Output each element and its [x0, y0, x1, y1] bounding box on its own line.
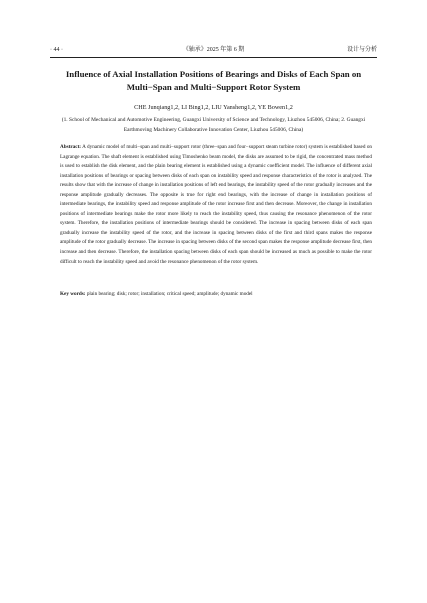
abstract — [60, 143, 372, 267]
header-rule — [50, 57, 377, 58]
abstract-label: Abstract: — [60, 144, 82, 150]
page-number: · 44 · — [50, 47, 63, 53]
author-list: CHE Junqiang1,2, LI Bing1,2, LIU Yansheng1,2, YE Bowen1,2 — [134, 104, 293, 111]
keywords — [60, 290, 372, 299]
journal-name: 《轴承》2025 年第 6 期 — [182, 47, 245, 53]
running-header — [50, 44, 377, 56]
keywords-label: Key words: — [60, 291, 86, 297]
section-name: 设计与分析 — [346, 47, 377, 53]
abstract-text: A dynamic model of multi−span and multi−support rotor (three−span and four−support steam turbine rotor) system is established based on Lagrange equation. The shaft element is established using Timoshenko beam model, the disks are assumed to be rigid, the concentrated mass method is used to establish the disk element, and the plain bearing element is established using a dynamic coefficient model. The influence of different axial installation positions of bearings or spacing between disks of each span on instability speed and response characteristics of the rotor is analyzed. The results show that with the increase of change in installation positions of left end bearings, the instability speed of the rotor gradually increases and the response amplitude gradually decreases. The opposite is true for right end bearings, with the increase of change in installation positions of intermediate bearings, the instability speed and response amplitude of the rotor increase first and then decrease. Moreover, the change in installation positions of intermediate bearings make the rotor more likely to reach the instability speed, thus causing the resonance phenomenon of the rotor system. Therefore, the installation positions of intermediate bearings should be considered. The increase in spacing between disks of each span gradually increase the instability speed of the rotor, and the increase in spacing between disks of the first and third spans makes the response amplitude of the rotor gradually decrease. The increase in spacing between disks of the second span makes the response amplitude decrease first, then increase and then decrease. Therefore, the installation spacing between disks of each span should be increased as much as possible to make the rotor difficult to reach the instability speed and avoid the resonance phenomenon of the rotor system. — [60, 144, 373, 265]
affiliations: (1. School of Mechanical and Automotive Engineering, Guangxi University of Science and Technology, Liuzhou 545006, China; 2. Guangxi Earthmoving Machinery Collaborative Innovation Center, Liuzhou 545006, China) — [61, 117, 366, 133]
keywords-text: plain bearing; disk; rotor; installation; critical speed; amplitude; dynamic model — [86, 291, 253, 297]
paper-title: Influence of Axial Installation Positions of Bearings and Disks of Each Span on Multi−Span and Multi−Support Rotor System — [65, 69, 362, 92]
